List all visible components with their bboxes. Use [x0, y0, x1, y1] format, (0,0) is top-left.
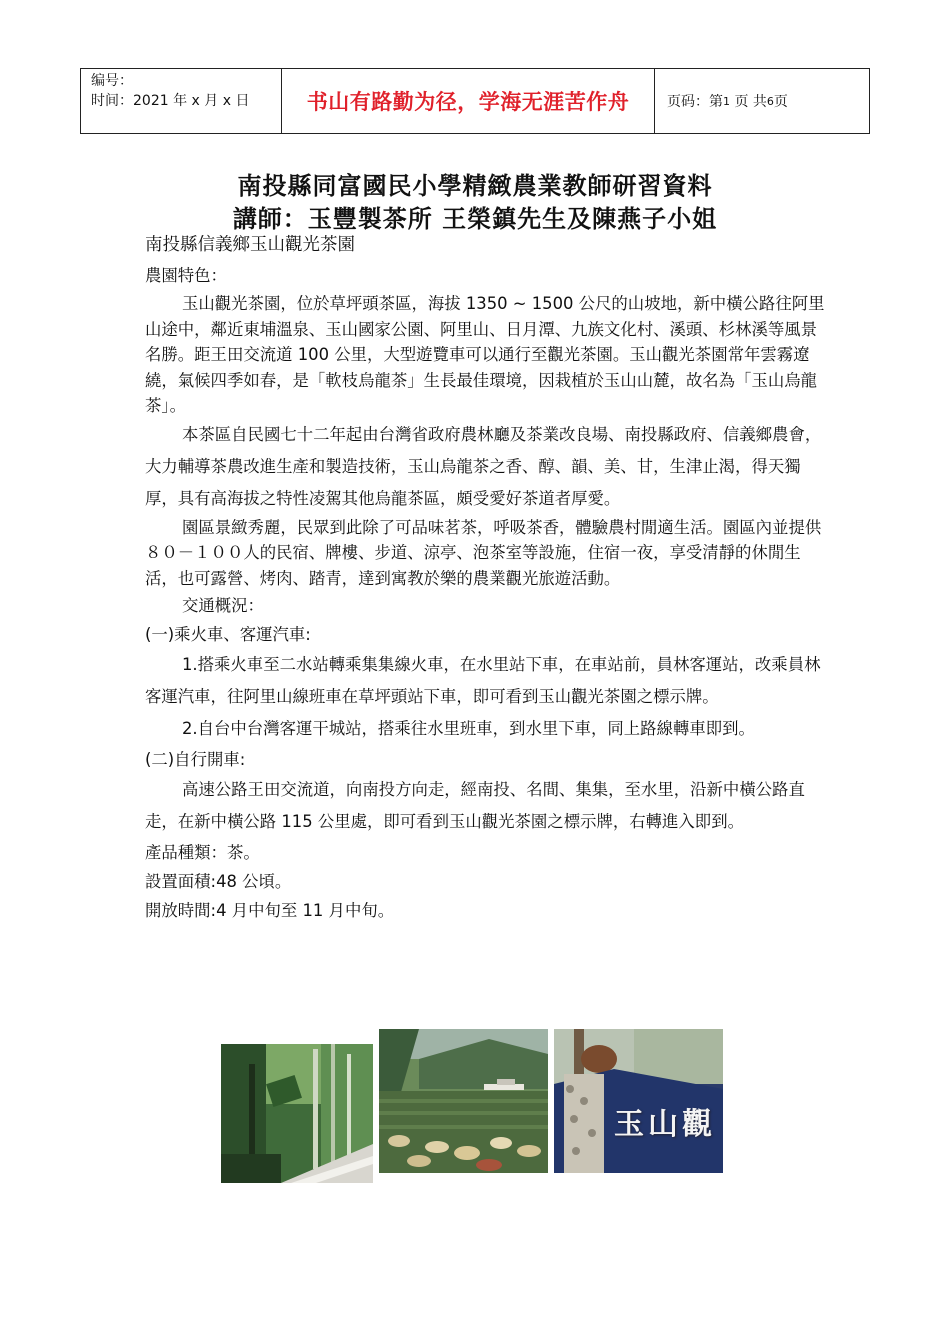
features-label: 農園特色： [145, 266, 227, 285]
page-suffix: 页 [773, 94, 788, 110]
opening-hours: 開放時間:4 月中旬至 11 月中旬。 [145, 901, 395, 920]
page-mid: 页 共 [734, 94, 767, 110]
train-route-2: 2.自台中台灣客運干城站，搭乘往水里班車，到水里下車，同上路線轉車即到。 [182, 719, 755, 738]
forest-entrance-photo [221, 1044, 373, 1183]
page-prefix: 页码：第 [667, 94, 723, 110]
paragraph-history: 本茶區自民國七十二年起由台灣省政府農林廳及茶業改良場、南投縣政府、信義鄉農會，大力輔導茶農改進生產和製造技術，玉山烏龍茶之香、醇、韻、美、甘，生津止渴，得天獨厚，具有高海拔之特性凌駕其他烏龍茶區，頗受愛好茶道者厚愛。 [145, 424, 822, 508]
document-title: 南投縣同富國民小學精緻農業教師研習資料 [237, 172, 713, 200]
number-label: 编号： [91, 73, 133, 89]
page-counter [655, 69, 869, 133]
farm-name: 南投縣信義鄉玉山觀光茶園 [145, 235, 355, 255]
area-size: 設置面積:48 公頃。 [145, 872, 292, 891]
header-info-cell [81, 69, 282, 133]
page-total: 6 [766, 94, 774, 108]
header-table [80, 68, 870, 134]
car-heading: (二)自行開車: [145, 750, 246, 769]
traffic-label: 交通概況： [182, 596, 264, 615]
page-current: 1 [723, 94, 730, 108]
sign-text: 玉山觀 [614, 1107, 716, 1142]
paragraph-scenery: 園區景緻秀麗，民眾到此除了可品味茗茶，呼吸茶香，體驗農村閒適生活。園區內並提供８０－１００人的民宿、牌樓、步道、涼亭、泡茶室等設施，住宿一夜，享受清靜的休閒生活，也可露營、烤肉、踏青，達到寓教於樂的農業觀光旅遊活動。 [145, 517, 822, 588]
paragraph-location: 玉山觀光茶園，位於草坪頭茶區，海拔 1350 ~ 1500 公尺的山坡地，新中橫公路往阿里山途中，鄰近東埔溫泉、玉山國家公園、阿里山、日月潭、九族文化村、溪頭、杉林溪等風景名勝。距王田交流道 100 公里，大型遊覽車可以通行至觀光茶園。玉山觀光茶園常年雲霧遼繞，氣候四季如春，是「軟枝烏龍茶」生長最佳環境，因栽植於玉山山麓，故名為「玉山烏龍茶」。 [145, 294, 825, 415]
product-type: 產品種類：茶。 [145, 843, 260, 862]
time-label: 时间：2021 年 x 月 x 日 [91, 93, 250, 109]
car-route: 高速公路王田交流道，向南投方向走，經南投、名間、集集，至水里，沿新中橫公路直走，在新中橫公路 115 公里處，即可看到玉山觀光茶園之標示牌，右轉進入即到。 [145, 780, 805, 831]
train-route-1: 1.搭乘火車至二水站轉乘集集線火車，在水里站下車，在車站前，員林客運站，改乘員林客運汽車，往阿里山線班車在草坪頭站下車，即可看到玉山觀光茶園之標示牌。 [145, 655, 821, 706]
instructor-line: 講師：玉豐製茶所 王榮鎮先生及陳燕子小姐 [232, 205, 718, 233]
tea-field-photo [379, 1029, 548, 1173]
stone-sign-photo [554, 1029, 723, 1173]
train-heading: (一)乘火車、客運汽車: [145, 625, 311, 644]
document-body [145, 229, 825, 925]
motto: 书山有路勤为径，学海无涯苦作舟 [282, 69, 655, 133]
